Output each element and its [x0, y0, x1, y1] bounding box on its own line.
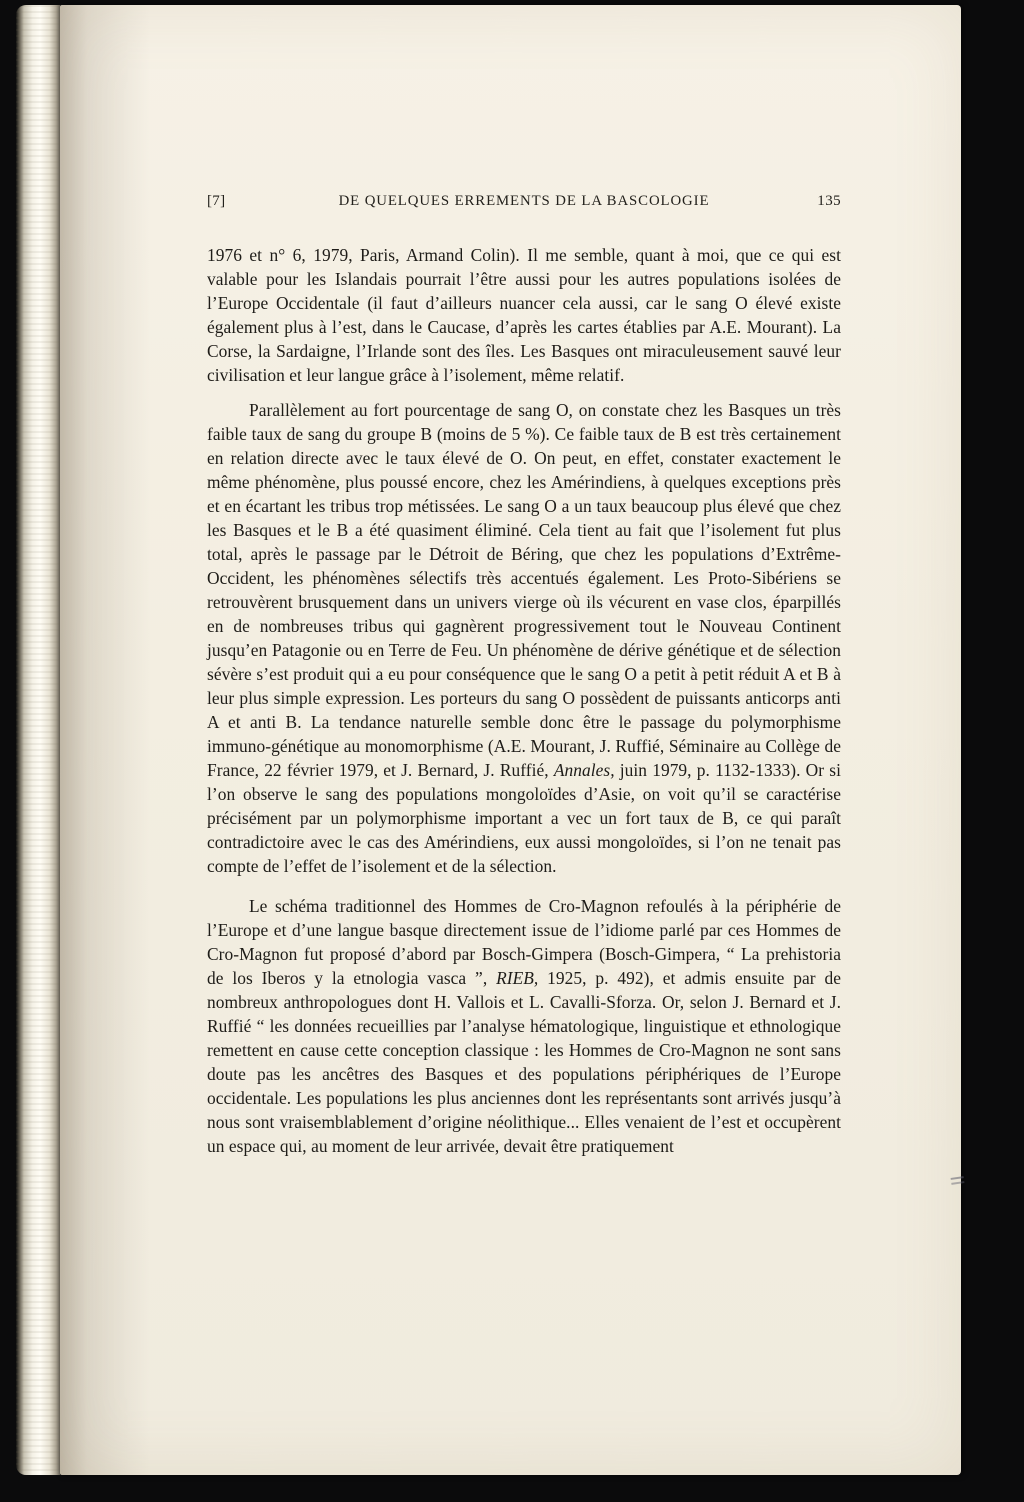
text-body: [207, 243, 841, 1158]
page-number: 135: [817, 193, 841, 209]
paragraph-3-text: Le schéma traditionnel des Hommes de Cro-Magnon refoulés à la périphérie de l’Europe et d’une langue basque directement issue de l’idiome parlé par ces Hommes de Cro-Magnon fut proposé d’abord par Bosch-Gimpera (Bosch-Gimpera, “ La prehistoria de los Iberos y la etnologia vasca ”,: [207, 896, 841, 988]
paragraph-3: [207, 894, 841, 1158]
paragraph-1: [207, 243, 841, 387]
book-page-edges: [16, 5, 60, 1475]
journal-title-annales: Annales,: [553, 760, 615, 780]
book-page: [60, 5, 961, 1475]
running-header: [207, 193, 841, 210]
paragraph-3-text-cont: 1925, p. 492), et admis ensuite par de nombreux anthropologues dont H. Vallois et L. Cavalli-Sforza. Or, selon J. Bernard et J. Ruffié “ les données recueillies par l’analyse hématologique, linguistique et ethnologique remettent en cause cette conception classique : les Hommes de Cro-Magnon ne sont sans doute pas les ancêtres des Basques et des populations périphériques de l’Europe occidentale. Les populations les plus anciennes dont les représentants sont arrivés jusqu’à nous sont vraisemblablement d’origine néolithique... Elles venaient de l’est et occupèrent un espace qui, au moment de leur arrivée, devait être pratiquement: [207, 968, 841, 1156]
page-content: [207, 193, 841, 1158]
handwritten-margin-mark: [951, 1176, 965, 1185]
section-number: [7]: [207, 193, 226, 209]
paragraph-2-text: Parallèlement au fort pourcentage de sang O, on constate chez les Basques un très faible taux de sang du groupe B (moins de 5 %). Ce faible taux de B est très certainement en relation directe avec le taux élevé de O. On peut, en effet, constater exactement le même phénomène, plus poussé encore, chez les Amérindiens, à quelques exceptions près et en écartant les tribus trop métissées. Le sang O a un taux beaucoup plus élevé que chez les Basques et le B a été quasiment éliminé. Cela tient au fait que l’isolement fut plus total, après le passage par le Détroit de Béring, que chez les populations d’Extrême-Occident, les phénomènes sélectifs très accentués également. Les Proto-Sibériens se retrouvèrent brusquement dans un univers vierge où ils vécurent en vase clos, éparpillés en de nombreuses tribus qui gagnèrent progressivement tout le Nouveau Continent jusqu’en Patagonie ou en Terre de Feu. Un phénomène de dérive génétique et de sélection sévère s’est produit qui a eu pour conséquence que le sang O a petit à petit réduit A et B à leur plus simple expression. Les porteurs du sang O possèdent de puissants anticorps anti A et anti B. La tendance naturelle semble donc être le passage du polymorphisme immuno-génétique au monomorphisme (A.E. Mourant, J. Ruffié, Séminaire au Collège de France, 22 février 1979, et J. Bernard, J. Ruffié,: [207, 400, 841, 780]
running-title: DE QUELQUES ERREMENTS DE LA BASCOLOGIE: [338, 193, 710, 209]
journal-title-rieb: RIEB,: [496, 968, 539, 988]
paragraph-2: [207, 398, 841, 878]
paragraph-1-text: 1976 et n° 6, 1979, Paris, Armand Colin). Il me semble, quant à moi, que ce qui est valable pour les Islandais pourrait l’être aussi pour les autres populations isolées de l’Europe Occidentale (il faut d’ailleurs nuancer cela aussi, car le sang O élevé existe également plus à l’est, dans le Caucase, d’après les cartes établies par A.E. Mourant). La Corse, la Sardaigne, l’Irlande sont des îles. Les Basques ont miraculeusement sauvé leur civilisation et leur langue grâce à l’isolement, même relatif.: [207, 245, 841, 385]
paragraph-2-text-cont: juin 1979, p. 1132-1333). Or si l’on observe le sang des populations mongoloïdes d’Asie, on voit qu’il se caractérise précisément par un polymorphisme important a vec un fort taux de B, ce qui paraît contradictoire avec le cas des Amérindiens, eux aussi mongoloïdes, si l’on ne tenait pas compte de l’effet de l’isolement et de la sélection.: [207, 760, 841, 876]
